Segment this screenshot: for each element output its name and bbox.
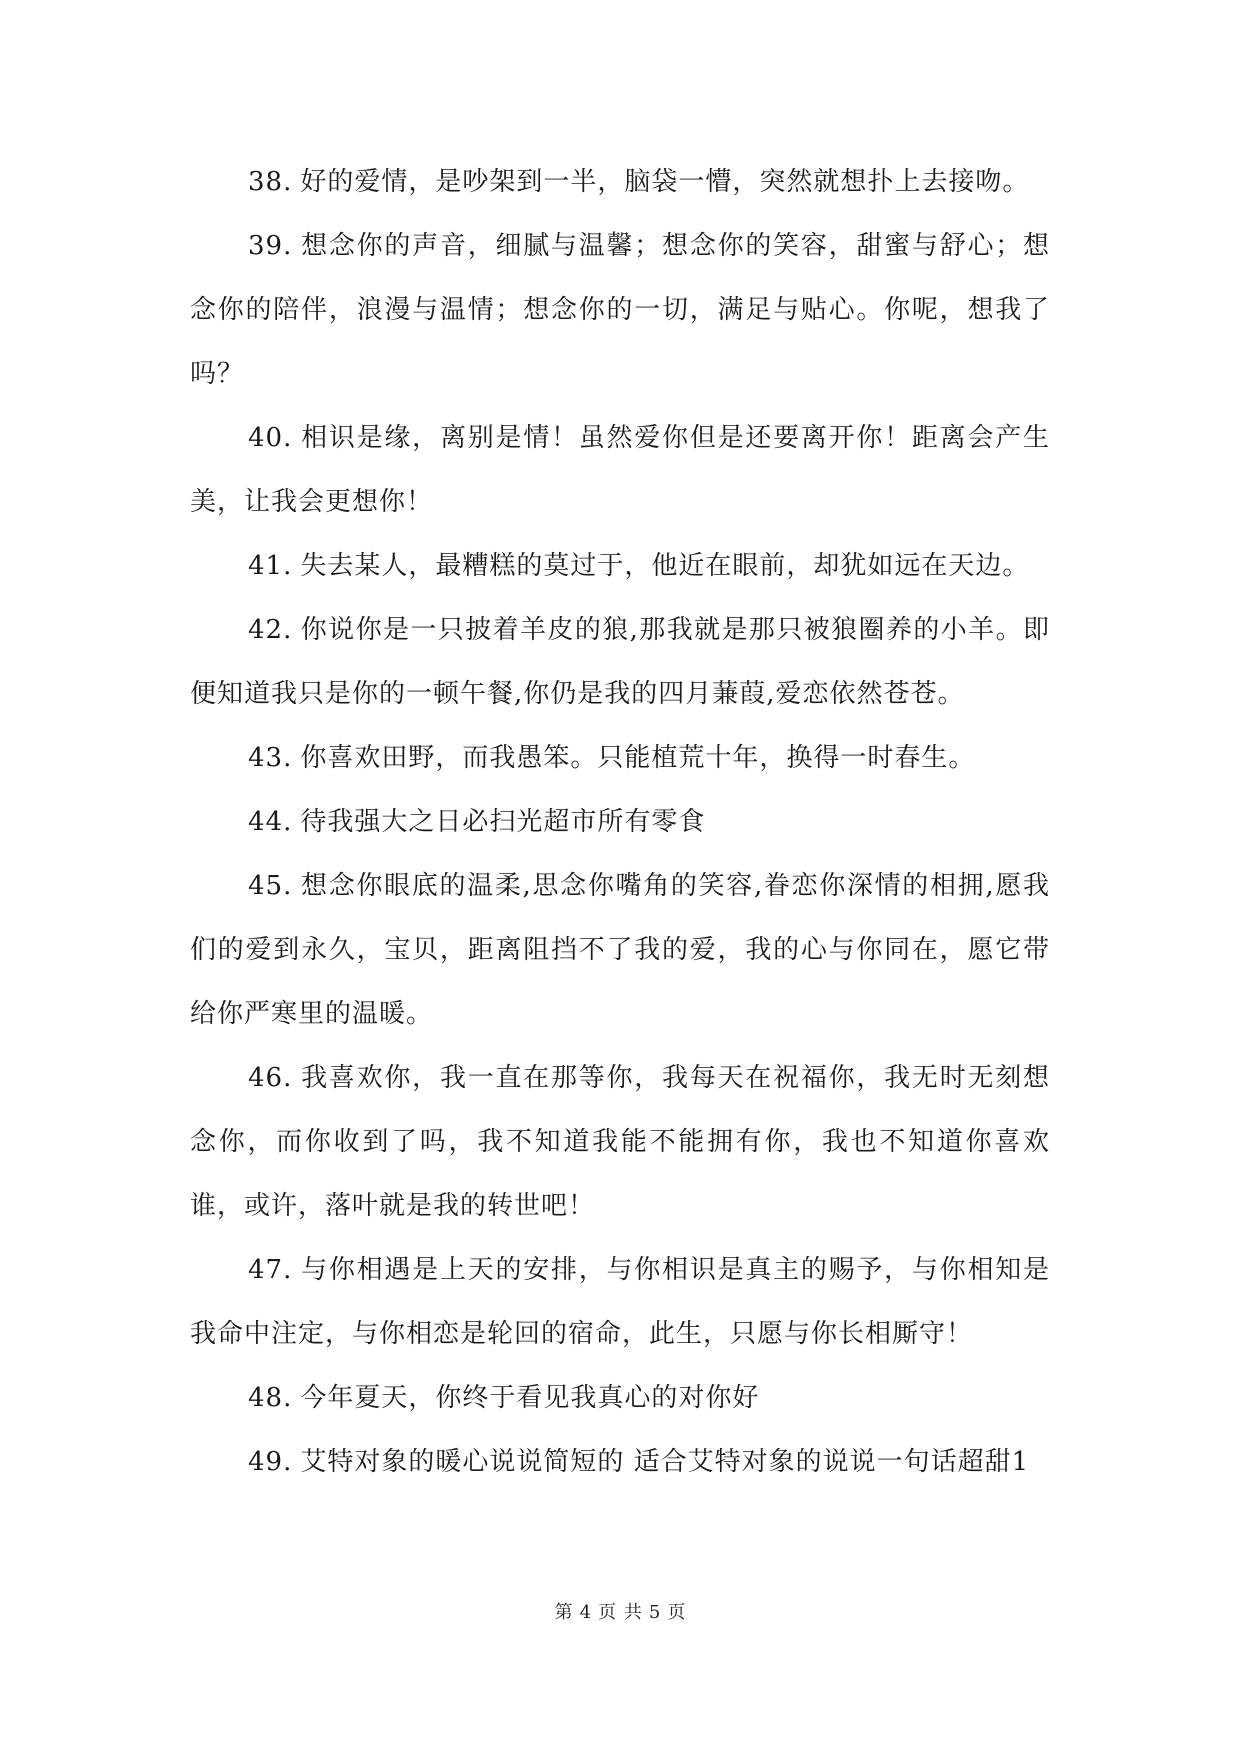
paragraph-number: 46. [248, 1063, 293, 1093]
paragraph-number: 48. [248, 1383, 293, 1413]
document-body [190, 150, 1050, 1494]
paragraph-text: 艾特对象的暖心说说简短的 适合艾特对象的说说一句话超甜1 [300, 1447, 1030, 1477]
paragraph-number: 49. [248, 1447, 293, 1477]
paragraph-text: 我喜欢你，我一直在那等你，我每天在祝福你，我无时无刻想念你，而你收到了吗，我不知道我能不能拥有你，我也不知道你喜欢谁，或许，落叶就是我的转世吧！ [190, 1063, 1050, 1221]
paragraph-47 [190, 1238, 1050, 1366]
footer-suffix: 页 [667, 1602, 687, 1623]
paragraph-text: 失去某人，最糟糕的莫过于，他近在眼前，却犹如远在天边。 [300, 551, 1030, 581]
paragraph-text: 相识是缘，离别是情！虽然爱你但是还要离开你！距离会产生美，让我会更想你！ [190, 423, 1050, 517]
page-footer [0, 1598, 1241, 1624]
footer-prefix: 第 [554, 1602, 574, 1623]
paragraph-number: 44. [248, 807, 293, 837]
paragraph-text: 想念你的声音，细腻与温馨；想念你的笑容，甜蜜与舒心；想念你的陪伴，浪漫与温情；想念你的一切，满足与贴心。你呢，想我了吗？ [190, 231, 1050, 389]
paragraph-41 [190, 534, 1050, 598]
footer-middle: 页 共 [598, 1602, 643, 1623]
paragraph-text: 你说你是一只披着羊皮的狼,那我就是那只被狼圈养的小羊。即便知道我只是你的一顿午餐,你仍是我的四月蒹葭,爱恋依然苍苍。 [190, 615, 1050, 709]
paragraph-number: 39. [248, 231, 293, 261]
paragraph-45 [190, 854, 1050, 1046]
paragraph-text: 好的爱情，是吵架到一半，脑袋一懵，突然就想扑上去接吻。 [300, 167, 1030, 197]
paragraph-number: 40. [248, 423, 293, 453]
paragraph-42 [190, 598, 1050, 726]
paragraph-number: 41. [248, 551, 293, 581]
paragraph-44 [190, 790, 1050, 854]
paragraph-text: 与你相遇是上天的安排，与你相识是真主的赐予，与你相知是我命中注定，与你相恋是轮回的宿命，此生，只愿与你长相厮守！ [190, 1255, 1050, 1349]
paragraph-39 [190, 214, 1050, 406]
paragraph-48 [190, 1366, 1050, 1430]
paragraph-38 [190, 150, 1050, 214]
paragraph-number: 45. [248, 871, 293, 901]
paragraph-text: 想念你眼底的温柔,思念你嘴角的笑容,眷恋你深情的相拥,愿我们的爱到永久，宝贝，距离阻挡不了我的爱，我的心与你同在，愿它带给你严寒里的温暖。 [190, 871, 1050, 1029]
total-pages: 5 [648, 1602, 662, 1623]
paragraph-text: 你喜欢田野，而我愚笨。只能植荒十年，换得一时春生。 [300, 743, 976, 773]
paragraph-number: 38. [248, 167, 293, 197]
paragraph-text: 待我强大之日必扫光超市所有零食 [300, 807, 706, 837]
paragraph-49 [190, 1430, 1050, 1494]
paragraph-number: 42. [248, 615, 293, 645]
paragraph-text: 今年夏天，你终于看见我真心的对你好 [300, 1383, 760, 1413]
paragraph-40 [190, 406, 1050, 534]
paragraph-46 [190, 1046, 1050, 1238]
page-number: 4 [579, 1602, 593, 1623]
paragraph-43 [190, 726, 1050, 790]
paragraph-number: 47. [248, 1255, 293, 1285]
paragraph-number: 43. [248, 743, 293, 773]
